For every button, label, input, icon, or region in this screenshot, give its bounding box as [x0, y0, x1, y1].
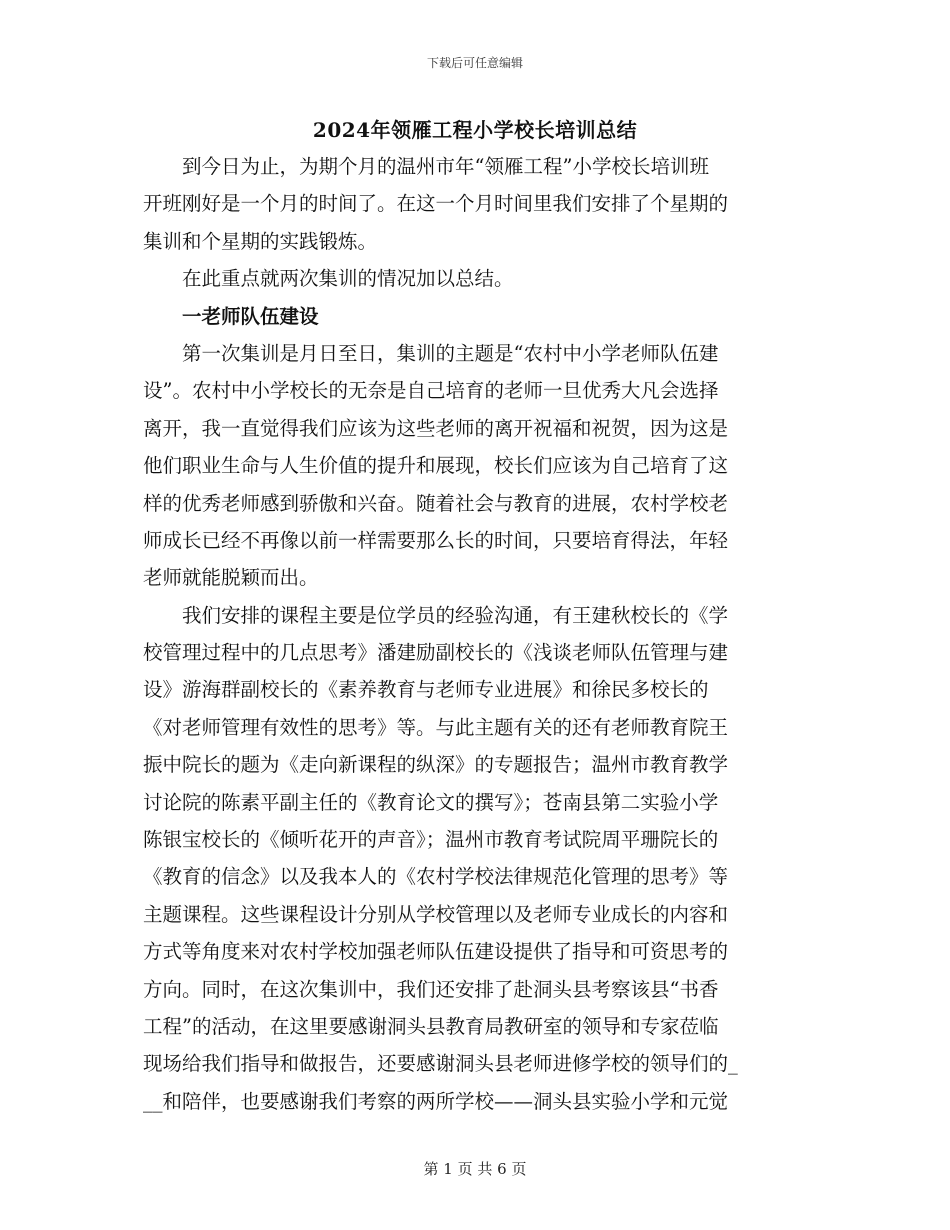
body-line: 设”。农村中小学校长的无奈是自己培育的老师一旦优秀大凡会选择: [143, 379, 719, 403]
body-line: 他们职业生命与人生价值的提升和展现，校长们应该为自己培育了这: [143, 454, 729, 478]
body-line: 集训和个星期的实践锻炼。: [143, 229, 378, 253]
body-line: 讨论院的陈素平副主任的《教育论文的撰写》；苍南县第二实验小学: [143, 790, 719, 814]
body-line: 现场给我们指导和做报告，还要感谢洞头县老师进修学校的领导们的_: [143, 1052, 738, 1076]
page-number-footer: 第 1 页 共 6 页: [423, 1160, 527, 1178]
body-line: 样的优秀老师感到骄傲和兴奋。随着社会与教育的进展，农村学校老: [143, 491, 729, 515]
body-line: 方式等角度来对农村学校加强老师队伍建设提供了指导和可资思考的: [143, 940, 729, 964]
body-line: 设》游海群副校长的《素养教育与老师专业进展》和徐民多校长的: [143, 678, 709, 702]
body-line: 陈银宝校长的《倾听花开的声音》；温州市教育考试院周平珊院长的: [143, 828, 719, 852]
document-title: 2024年领雁工程小学校长培训总结: [312, 118, 638, 142]
body-line: 第一次集训是月日至日，集训的主题是“农村中小学老师队伍建: [143, 341, 719, 365]
body-line: 到今日为止，为期个月的温州市年“领雁工程”小学校长培训班: [143, 155, 709, 178]
body-line: 开班刚好是一个月的时间了。在这一个月时间里我们安排了个星期的: [143, 192, 729, 216]
body-line: 在此重点就两次集训的情况加以总结。: [143, 267, 514, 291]
document-body: [143, 148, 803, 1120]
section-heading: 一老师队伍建设: [143, 304, 319, 328]
body-line: 校管理过程中的几点思考》潘建励副校长的《浅谈老师队伍管理与建: [143, 641, 729, 665]
body-line: 《教育的信念》以及我本人的《农村学校法律规范化管理的思考》等: [143, 865, 729, 889]
body-line: 主题课程。这些课程设计分别从学校管理以及老师专业成长的内容和: [143, 902, 729, 926]
body-line: 方向。同时，在这次集训中，我们还安排了赴洞头县考察该县“书香: [143, 977, 719, 1001]
body-line: 离开，我一直觉得我们应该为这些老师的离开祝福和祝贺，因为这是: [143, 416, 729, 440]
body-line: 工程”的活动，在这里要感谢洞头县教育局教研室的领导和专家莅临: [143, 1014, 719, 1038]
body-line: 师成长已经不再像以前一样需要那么长的时间，只要培育得法，年轻: [143, 528, 729, 552]
body-line: 老师就能脱颖而出。: [143, 566, 319, 590]
page-header-note: 下载后可任意编辑: [426, 56, 523, 70]
body-line: 振中院长的题为《走向新课程的纵深》的专题报告；温州市教育教学: [143, 753, 729, 777]
body-line: 我们安排的课程主要是位学员的经验沟通，有王建秋校长的《学: [143, 603, 729, 627]
body-line: __和陪伴，也要感谢我们考察的两所学校——洞头县实验小学和元觉: [143, 1089, 729, 1113]
body-line: 《对老师管理有效性的思考》等。与此主题有关的还有老师教育院王: [143, 715, 729, 739]
